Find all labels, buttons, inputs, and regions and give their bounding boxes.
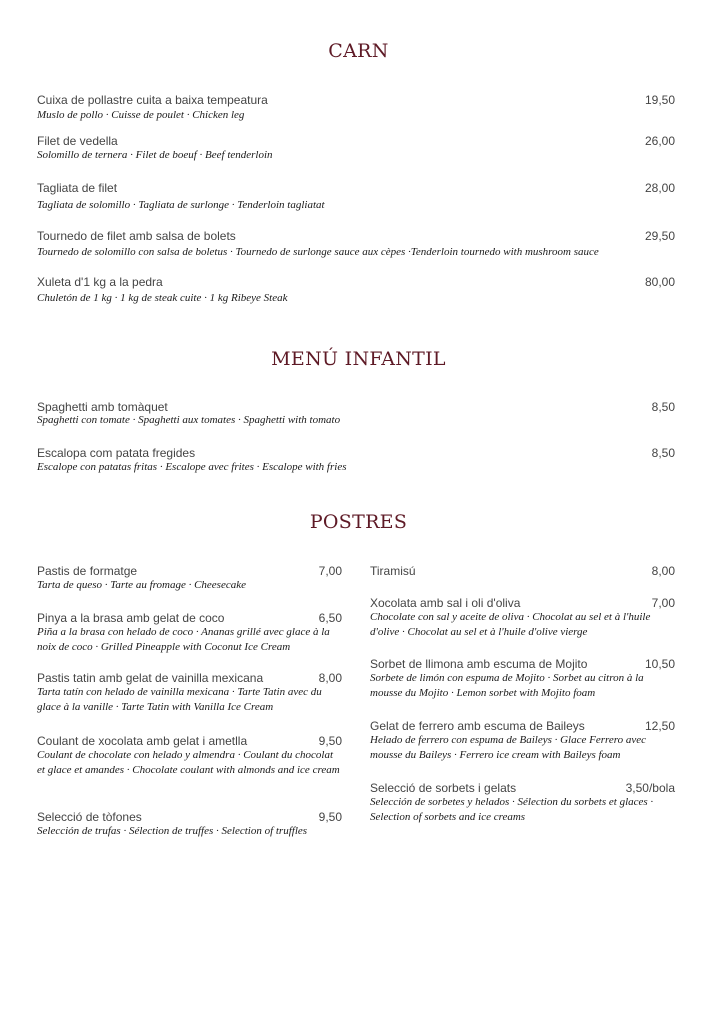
item-name: Tagliata de filet [37, 181, 118, 195]
item-description: Tarta tatín con helado de vainilla mexicana · Tarte Tatin avec du glace à la vanille · Tarte Tatin with Vanilla Ice Cream [37, 686, 322, 713]
item-name: Tournedo de filet amb salsa de bolets [37, 229, 236, 243]
item-name: Sorbet de llimona amb escuma de Mojito [370, 657, 588, 671]
section-title: CARN [328, 40, 389, 62]
item-description: Chuletón de 1 kg · 1 kg de steak cuite · 1 kg Ribeye Steak [37, 292, 288, 304]
item-price: 8,00 [318, 671, 342, 685]
item-price: 10,50 [644, 657, 675, 671]
item-price: 3,50/bola [625, 781, 675, 795]
item-price: 12,50 [644, 719, 675, 733]
item-description: Tarta de queso · Tarte au fromage · Cheesecake [37, 579, 246, 591]
item-name: Pinya a la brasa amb gelat de coco [37, 611, 225, 625]
item-price: 9,50 [318, 810, 342, 824]
item-description: Tournedo de solomillo con salsa de boletus · Tournedo de surlonge sauce aux cèpes ·Tenderloin tournedo with mushroom sauce [37, 246, 599, 258]
item-name: Pastis de formatge [37, 564, 138, 578]
item-description: Solomillo de ternera · Filet de boeuf · Beef tenderloin [37, 149, 273, 161]
item-description: Muslo de pollo · Cuisse de poulet · Chicken leg [37, 109, 245, 121]
item-description: Tagliata de solomillo · Tagliata de surlonge · Tenderloin tagliatat [37, 199, 325, 211]
item-name: Xuleta d'1 kg a la pedra [37, 275, 163, 289]
item-price: 80,00 [644, 275, 675, 289]
item-description: Spaghetti con tomate · Spaghetti aux tomates · Spaghetti with tomato [37, 414, 341, 426]
item-name: Escalopa com patata fregides [37, 446, 196, 460]
item-price: 19,50 [644, 93, 675, 107]
item-description: Chocolate con sal y aceite de oliva · Chocolat au sel et à l'huile d'olive · Chocolat au sel et à l'huile d'olive vierge [370, 611, 651, 638]
item-name: Spaghetti amb tomàquet [37, 400, 168, 414]
item-price: 8,50 [651, 400, 675, 414]
item-price: 8,50 [651, 446, 675, 460]
item-price: 9,50 [318, 734, 342, 748]
section-title: POSTRES [309, 511, 408, 533]
item-price: 28,00 [644, 181, 675, 195]
item-price: 29,50 [644, 229, 675, 243]
item-name: Selecció de sorbets i gelats [370, 781, 517, 795]
item-description: Piña a la brasa con helado de coco · Ananas grillé avec glace à la noix de coco · Grilled Pineapple with Coconut Ice Cream [37, 626, 330, 653]
item-price: 8,00 [651, 564, 675, 578]
item-description: Selección de sorbetes y helados · Sélection du sorbets et glaces · Selection of sorbets and ice creams [370, 796, 654, 823]
item-price: 7,00 [651, 596, 675, 610]
item-price: 6,50 [318, 611, 342, 625]
item-name: Filet de vedella [37, 134, 118, 148]
item-description: Escalope con patatas fritas · Escalope avec frites · Escalope with fries [37, 461, 347, 473]
item-description: Sorbete de limón con espuma de Mojito · Sorbet au citron à la mousse du Mojito · Lemon sorbet with Mojito foam [370, 672, 644, 699]
item-name: Cuixa de pollastre cuita a baixa tempeatura [37, 93, 268, 107]
item-name: Selecció de tòfones [37, 810, 142, 824]
item-name: Coulant de xocolata amb gelat i ametlla [37, 734, 248, 748]
section-title: MENÚ INFANTIL [271, 348, 446, 370]
item-price: 7,00 [318, 564, 342, 578]
item-name: Pastis tatin amb gelat de vainilla mexicana [37, 671, 264, 685]
item-name: Tiramisú [370, 564, 416, 578]
item-description: Coulant de chocolate con helado y almendra · Coulant du chocolat et glace et amandes · Chocolate coulant with almonds and ice cream [37, 749, 340, 776]
item-name: Xocolata amb sal i oli d'oliva [370, 596, 521, 610]
item-description: Selección de trufas · Sélection de truffes · Selection of truffles [37, 825, 308, 837]
item-name: Gelat de ferrero amb escuma de Baileys [370, 719, 585, 733]
item-description: Helado de ferrero con espuma de Baileys · Glace Ferrero avec mousse du Baileys · Ferrero ice cream with Baileys foam [370, 734, 647, 761]
item-price: 26,00 [644, 134, 675, 148]
